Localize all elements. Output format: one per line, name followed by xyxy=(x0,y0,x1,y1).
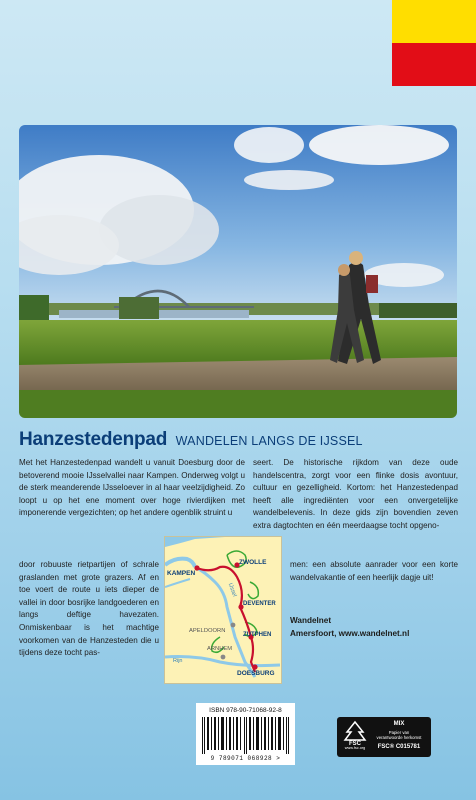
flag-yellow-stripe xyxy=(392,0,476,43)
blurb-column-1-lower xyxy=(19,559,159,660)
blurb-paragraph-2-lower: men: een absolute aanrader voor een korte wandelvakantie of een heerlijk dagje uit! xyxy=(290,560,458,582)
publisher-address: Amersfoort, www.wandelnet.nl xyxy=(290,629,410,638)
isbn-number: ISBN 978-90-71068-92-8 xyxy=(209,707,282,714)
map-label-ijssel: IJssel xyxy=(226,582,238,598)
fsc-description xyxy=(371,730,427,740)
barcode-bars xyxy=(202,717,289,754)
barcode xyxy=(196,703,295,765)
map-label-zwolle: ZWOLLE xyxy=(239,559,267,566)
fsc-line-1: Papier van xyxy=(388,730,410,735)
fsc-logo-text: FSC xyxy=(349,741,361,746)
fsc-label xyxy=(337,717,431,757)
map-label-arnhem: ARNHEM xyxy=(207,646,233,652)
book-subtitle: WANDELEN LANGS DE IJSSEL xyxy=(175,434,363,448)
blurb-column-2-lower xyxy=(290,559,458,584)
blurb-column-2 xyxy=(253,457,458,533)
title-row xyxy=(19,429,459,455)
blurb-paragraph-2: seert. De historische rijkdom van deze oude handelscentra, zorgt voor een flinke dosis avontuur, cultuur en gezelligheid. Kortom: het Hanzestedenpad heeft alle ingrediënten voor een onvergetelijke wandelbelevenis. In deze gids zijn bovendien zeven extra dagtochten en één meerdaagse tocht opgeno- xyxy=(253,458,458,530)
route-map xyxy=(164,536,282,684)
map-label-kampen: KAMPEN xyxy=(167,570,196,577)
blurb-paragraph-1-lower: door robuuste rietpartijen of schrale graslanden met grote grazers. Af en toe voert de route u iets dieper de vallei in door bosrijke landgoederen en langs deftige havezaten. Onmiskenbaar is het machtige voorkomen van de Hanzesteden die u tijdens deze tocht pas- xyxy=(19,560,159,658)
publisher-name: Wandelnet xyxy=(290,616,332,625)
cover-photo xyxy=(19,125,457,418)
flag-red-stripe xyxy=(392,43,476,86)
fsc-line-2: verantwoorde herkomst xyxy=(376,735,422,740)
fsc-mix: MIX xyxy=(393,721,405,727)
barcode-digits: 9 789071 068928 > xyxy=(210,755,281,762)
map-label-rijn: Rijn xyxy=(173,658,183,664)
blurb-column-1 xyxy=(19,457,245,520)
fsc-code: FSC® C015781 xyxy=(377,744,421,750)
map-label-doesburg: DOESBURG xyxy=(237,670,275,677)
book-title: Hanzestedenpad xyxy=(19,429,168,450)
map-label-deventer: DEVENTER xyxy=(243,601,276,607)
publisher-info xyxy=(290,614,458,640)
fsc-website: www.fsc.org xyxy=(344,746,366,750)
map-label-apeldoorn: APELDOORN xyxy=(189,628,226,634)
map-label-zutphen: ZUTPHEN xyxy=(243,632,272,638)
blurb-paragraph-1: Met het Hanzestedenpad wandelt u vanuit Doesburg door de betoverend mooie IJsselvallei naar Kampen. Onderweg volgt u de sterk meanderende IJsseloever in al haar veelzijdigheid. Zo loopt u op het ene moment over hoge rivierdijken met imponerende vergezichten; op het andere ogenblik struint u xyxy=(19,458,245,518)
